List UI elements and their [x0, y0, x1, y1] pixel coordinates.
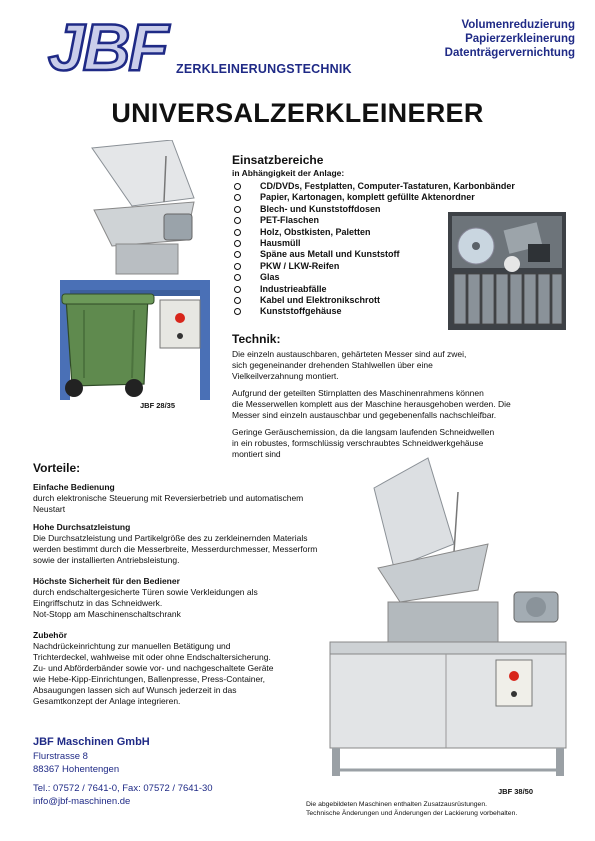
technik-paragraph-2: Aufgrund der geteilten Stirnplatten des Maschinenrahmens können die Messerwellen komplett aus der Maschine herausgehoben werden. Die Messer sind einzeln austauschbar und gegebenenfalls nachschleifbar. — [232, 388, 511, 420]
vorteil-block: Zubehör Nachdrückeinrichtung zur manuellen Betätigung und Trichterdeckel, wahlweise mit oder ohne Endschaltersicherung. Zu- und Abförderbänder sowie vor- und nachgeschaltete Geräte wie Hebe-Kipp-Einrichtungen, Ballenpresse, Press-Container, Absaugungen lassen sich auf Wunsch jederzeit in das Gesamtkonzept der Anlage integrieren. — [33, 630, 274, 706]
circle-bullet-icon — [234, 297, 241, 304]
list-item: Blech- und Kunststoffdosen — [232, 204, 515, 215]
email-link[interactable]: info@jbf-maschinen.de — [33, 796, 131, 807]
address-city: 88367 Hohentengen — [33, 764, 120, 775]
machine-photo-large — [318, 452, 582, 780]
tagline-3: Datenträgervernichtung — [444, 47, 575, 59]
circle-bullet-icon — [234, 183, 241, 190]
circle-bullet-icon — [234, 217, 241, 224]
vorteil-title: Hohe Durchsatzleistung — [33, 522, 131, 532]
einsatz-subheading: in Abhängigkeit der Anlage: — [232, 168, 345, 178]
list-item: Kunststoffgehäuse — [232, 306, 515, 317]
page-title: UNIVERSALZERKLEINERER — [111, 98, 484, 128]
circle-bullet-icon — [234, 240, 241, 247]
tagline-2: Papierzerkleinerung — [465, 33, 575, 45]
svg-text:JBF: JBF — [48, 14, 167, 78]
list-item: Glas — [232, 272, 515, 283]
address-street: Flurstrasse 8 — [33, 751, 88, 762]
machine-photo-small — [44, 140, 224, 402]
technik-paragraph-3: Geringe Geräuschemission, da die langsam laufenden Schneidwellen in ein robustes, formschlüssig verschraubtes Schneidwerkgehäuse montiert sind — [232, 427, 495, 459]
list-item: Späne aus Metall und Kunststoff — [232, 249, 515, 260]
vorteil-block: Höchste Sicherheit für den Bediener durch endschaltergesicherte Türen sowie Verkleidungen als Eingriffschutz in das Schneidwerk. Not-Stopp am Maschinenschaltschrank — [33, 576, 258, 619]
einsatz-heading: Einsatzbereiche — [232, 153, 324, 167]
circle-bullet-icon — [234, 251, 241, 258]
circle-bullet-icon — [234, 263, 241, 270]
photo-caption-small: JBF 28/35 — [140, 401, 176, 410]
vorteil-title: Einfache Bedienung — [33, 482, 115, 492]
jbf-logo — [46, 14, 178, 78]
vorteile-heading: Vorteile: — [33, 461, 81, 475]
list-item: Industrieabfälle — [232, 284, 515, 295]
vorteil-title: Höchste Sicherheit für den Bediener — [33, 576, 180, 586]
tagline-1: Volumenreduzierung — [461, 19, 575, 31]
vorteil-block: Einfache Bedienung durch elektronische Steuerung mit Reversierbetrieb und automatischem Neustart — [33, 482, 304, 514]
circle-bullet-icon — [234, 274, 241, 281]
circle-bullet-icon — [234, 229, 241, 236]
vorteil-title: Zubehör — [33, 630, 67, 640]
list-item: Papier, Kartonagen, komplett gefüllte Aktenordner — [232, 192, 515, 203]
photo-caption-large: JBF 38/50 — [498, 787, 534, 796]
vorteil-block: Hohe Durchsatzleistung Die Durchsatzleistung und Partikelgröße des zu zerkleinernden Materials werden bestimmt durch die Messerbreite, Messerdurchmesser, Messerform sowie der installierten Antriebsleistung. — [33, 522, 318, 565]
company-name: JBF Maschinen GmbH — [33, 736, 150, 748]
phone-fax: Tel.: 07572 / 7641-0, Fax: 07572 / 7641-30 — [33, 783, 213, 794]
circle-bullet-icon — [234, 308, 241, 315]
logo-subtitle: ZERKLEINERUNGSTECHNIK — [176, 62, 352, 76]
list-item: Holz, Obstkisten, Paletten — [232, 227, 515, 238]
circle-bullet-icon — [234, 206, 241, 213]
list-item: PET-Flaschen — [232, 215, 515, 226]
list-item: CD/DVDs, Festplatten, Computer-Tastaturen, Karbonbänder — [232, 181, 515, 192]
circle-bullet-icon — [234, 286, 241, 293]
list-item: Hausmüll — [232, 238, 515, 249]
footnote: Die abgebildeten Maschinen enthalten Zusatzausrüstungen. Technische Änderungen und Änderungen der Lackierung vorbehalten. — [306, 801, 518, 817]
shredder-closeup-photo — [448, 212, 566, 330]
technik-paragraph-1: Die einzeln austauschbaren, gehärteten Messer sind auf zwei, sich gegeneinander drehenden Stahlwellen über eine Vielkeilverzahnung montiert. — [232, 349, 467, 381]
list-item: PKW / LKW-Reifen — [232, 261, 515, 272]
circle-bullet-icon — [234, 194, 241, 201]
list-item: Kabel und Elektronikschrott — [232, 295, 515, 306]
technik-heading: Technik: — [232, 332, 281, 346]
tagline-block — [445, 18, 575, 60]
